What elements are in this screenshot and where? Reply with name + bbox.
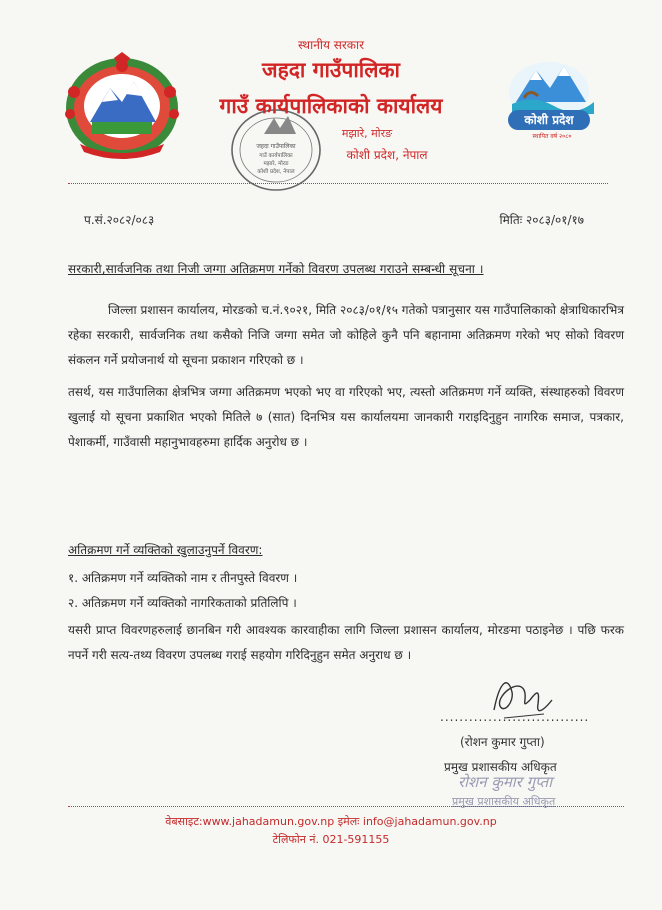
signatory-title: प्रमुख प्रशासकीय अधिकृत [444, 760, 557, 774]
signature-line: ............................... [440, 710, 590, 724]
header-local-gov: स्थानीय सरकार [298, 38, 364, 52]
list-item: २. अतिक्रमण गर्ने व्यक्तिको नागरिकताको प्रतिलिपि । [68, 596, 297, 610]
seal-text-inner-2: मझारे, मोरङ [263, 161, 289, 167]
footer-divider [68, 806, 624, 807]
footer-contact: वेबसाइट:www.jahadamun.gov.np इमेलः info@jahadamun.gov.np [165, 815, 497, 828]
title-stamp: प्रमुख प्रशासकीय अधिकृत [452, 795, 556, 808]
letter-number: प.सं.२०८२/०८३ [84, 213, 155, 227]
header-municipality: जहदा गाउँपालिका [261, 58, 400, 82]
notice-subject: सरकारी,सार्वजनिक तथा निजी जग्गा अतिक्रमण गर्नेको विवरण उपलब्ध गराउने सम्बन्धी सूचना । [68, 262, 484, 276]
header-office: गाउँ कार्यपालिकाको कार्यालय [219, 94, 443, 118]
header-address-2: कोशी प्रदेश, नेपाल [346, 148, 428, 162]
koshi-logo-name: कोशी प्रदेश [524, 113, 574, 127]
details-list [68, 566, 297, 616]
body-paragraph-3: यसरी प्राप्त विवरणहरुलाई छानबिन गरी आवश्यक कारवाहीका लागि जिल्ला प्रशासन कार्यालय, मोरङमा पठाइनेछ । पछि फरक नपर्ने गरी सत्य-तथ्य विवरण उपलब्ध गराई सहयोग गरिदिनुहुन समेत अनुराध छ । [68, 623, 624, 662]
details-heading: अतिक्रमण गर्ने व्यक्तिको खुलाउनुपर्ने विवरण: [68, 543, 263, 557]
seal-text-inner-3: कोशी प्रदेश, नेपाल [257, 169, 295, 175]
signatory-name: (रोशन कुमार गुप्ता) [460, 735, 545, 749]
header-divider [68, 183, 608, 184]
body-paragraph-2: तसर्थ, यस गाउँपालिका क्षेत्रभित्र जग्गा अतिक्रमण भएको भए वा गरिएको भए, त्यस्तो अतिक्रमण गर्ने व्यक्ति, संस्थाहरुको विवरण खुलाई यो सूचना प्रकाशित भएको मितिले ७ (सात) दिनभित्र यस कार्यालयमा जानकारी गराइदिनुहुन नागरिक समाज, पत्रकार, पेशाकर्मी, गाउँवासी महानुभावहरुमा हार्दिक अनुरोध छ । [68, 385, 624, 449]
seal-text-inner-1: गाउँ कार्यपालिका [259, 153, 293, 159]
name-stamp: रोशन कुमार गुप्ता [458, 773, 553, 791]
letter-date: मितिः २०८३/०१/१७ [499, 213, 584, 227]
header-address-1: मझारे, मोरङ [341, 127, 393, 140]
seal-text-outer: जहदा गाउँपालिका [256, 143, 296, 150]
list-item: १. अतिक्रमण गर्ने व्यक्तिको नाम र तीनपुस्ते विवरण । [68, 571, 298, 585]
footer-phone: टेलिफोन नं. 021-591155 [272, 833, 390, 846]
body-paragraph-1: जिल्ला प्रशासन कार्यालय, मोरङको च.नं.९०२१, मिति २०८३/०१/१५ गतेको पत्रानुसार यस गाउँपालिकाको क्षेत्राधिकारभित्र रहेका सरकारी, सार्वजनिक तथा कसैको निजि जग्गा समेत जो कोहिले कुनै पनि बहानामा अतिक्रमण गरेको भए सोको विवरण संकलन गर्ने प्रयोजनार्थ यो सूचना प्रकाशन गरिएको छ । [68, 303, 624, 367]
koshi-logo-tagline: स्थापित वर्ष २०८० [532, 133, 572, 140]
